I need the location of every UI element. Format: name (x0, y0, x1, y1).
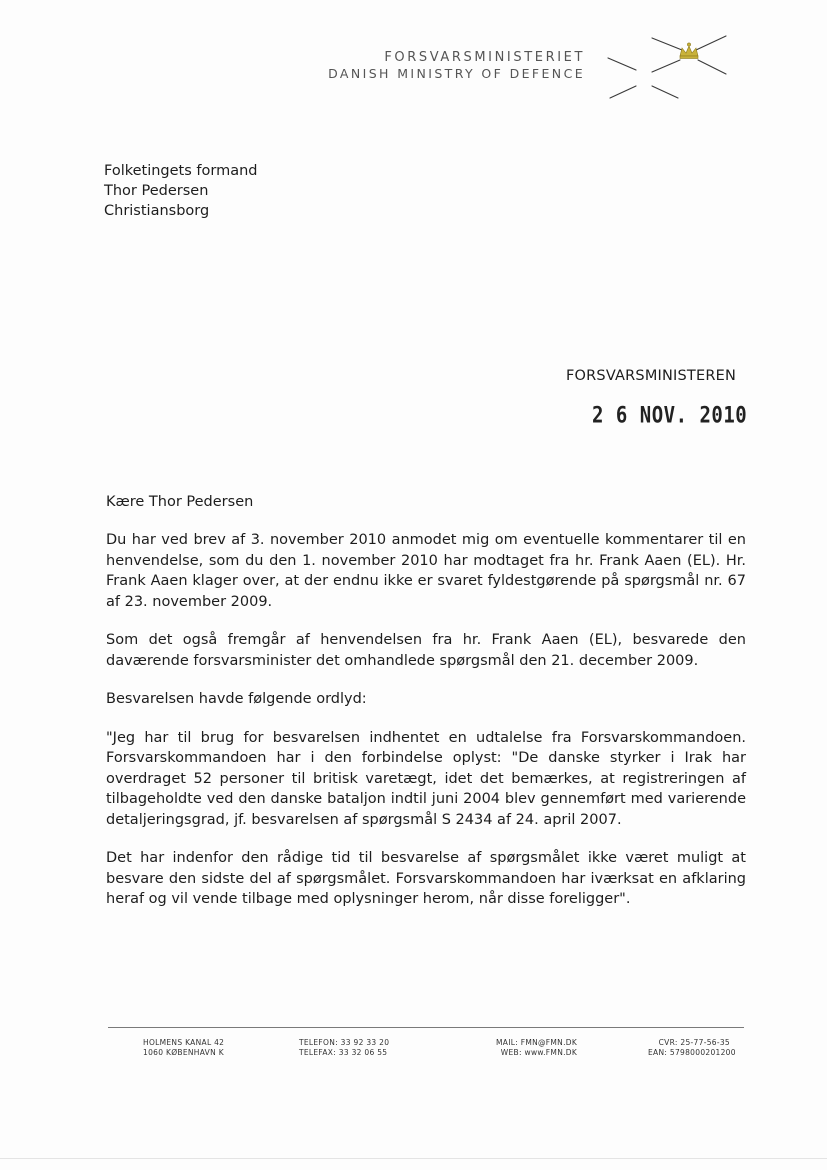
emblem-line (652, 38, 682, 50)
footer-divider (108, 1027, 744, 1028)
footer-ean: EAN: 5798000201200 (648, 1048, 736, 1057)
footer-phone (299, 1038, 389, 1058)
footer-address-line: 1060 KØBENHAVN K (143, 1048, 224, 1057)
emblem-line (696, 36, 726, 50)
emblem-line (652, 86, 678, 98)
recipient-address (104, 161, 258, 221)
footer-fax-line: TELEFAX: 33 32 06 55 (299, 1048, 388, 1057)
footer-registration (648, 1038, 736, 1058)
salutation: Kære Thor Pedersen (106, 494, 254, 510)
footer-mail: MAIL: FMN@FMN.DK (496, 1038, 578, 1047)
page-edge-line (0, 1158, 827, 1159)
recipient-line: Christiansborg (104, 203, 210, 219)
body-paragraph: "Jeg har til brug for besvarelsen indhentet en udtalelse fra Forsvarskommandoen. Forsvarskommandoen har i den forbindelse oplyst: "De danske styrker i Irak har overdraget 52 personer til britisk varetægt, idet det bemærkes, at registreringen af tilbageholdte ved den danske bataljon indtil juni 2004 blev gennemført med varierende detaljeringsgrad, jf. besvarelsen af spørgsmål S 2434 af 24. april 2007. (106, 729, 746, 828)
emblem-line (608, 58, 636, 70)
body-paragraph: Du har ved brev af 3. november 2010 anmodet mig om eventuelle kommentarer til en henvendelse, som du den 1. november 2010 har modtaget fra hr. Frank Aaen (EL). Hr. Frank Aaen klager over, at der endnu ikke er svaret fyldestgørende på spørgsmål nr. 67 af 23. november 2009. (106, 532, 746, 610)
body-paragraph: Besvarelsen havde følgende ordlyd: (106, 691, 367, 707)
footer-address-line: HOLMENS KANAL 42 (143, 1038, 225, 1047)
date-stamp: 2 6 NOV. 2010 (592, 403, 748, 429)
footer-web: WEB: www.FMN.DK (500, 1048, 578, 1057)
footer-cvr: CVR: 25-77-56-35 (658, 1038, 730, 1047)
body-paragraph: Som det også fremgår af henvendelsen fra hr. Frank Aaen (EL), besvarede den daværende forsvarsminister det omhandlede spørgsmål den 21. december 2009. (106, 632, 746, 669)
emblem-line (610, 86, 636, 98)
recipient-line: Folketingets formand (104, 163, 258, 179)
footer-phone-line: TELEFON: 33 92 33 20 (299, 1038, 390, 1047)
recipient-line: Thor Pedersen (104, 183, 209, 199)
crown-emblem-icon (602, 30, 732, 105)
org-name-danish: FORSVARSMINISTERIET (384, 50, 585, 65)
body-paragraph: Det har indenfor den rådige tid til besvarelse af spørgsmålet ikke været muligt at besvare den sidste del af spørgsmålet. Forsvarskommandoen har iværksat en afklaring heraf og vil vende tilbage med oplysninger herom, når disse foreligger". (106, 850, 746, 907)
emblem-line (652, 60, 680, 72)
letterhead (328, 50, 585, 81)
letter-body (106, 530, 746, 928)
emblem-line (698, 60, 726, 74)
footer-contact (496, 1038, 577, 1058)
footer-address (143, 1038, 224, 1058)
sender-title: FORSVARSMINISTEREN (566, 368, 737, 384)
crown-icon (680, 43, 698, 59)
org-name-english: DANISH MINISTRY OF DEFENCE (328, 66, 585, 81)
